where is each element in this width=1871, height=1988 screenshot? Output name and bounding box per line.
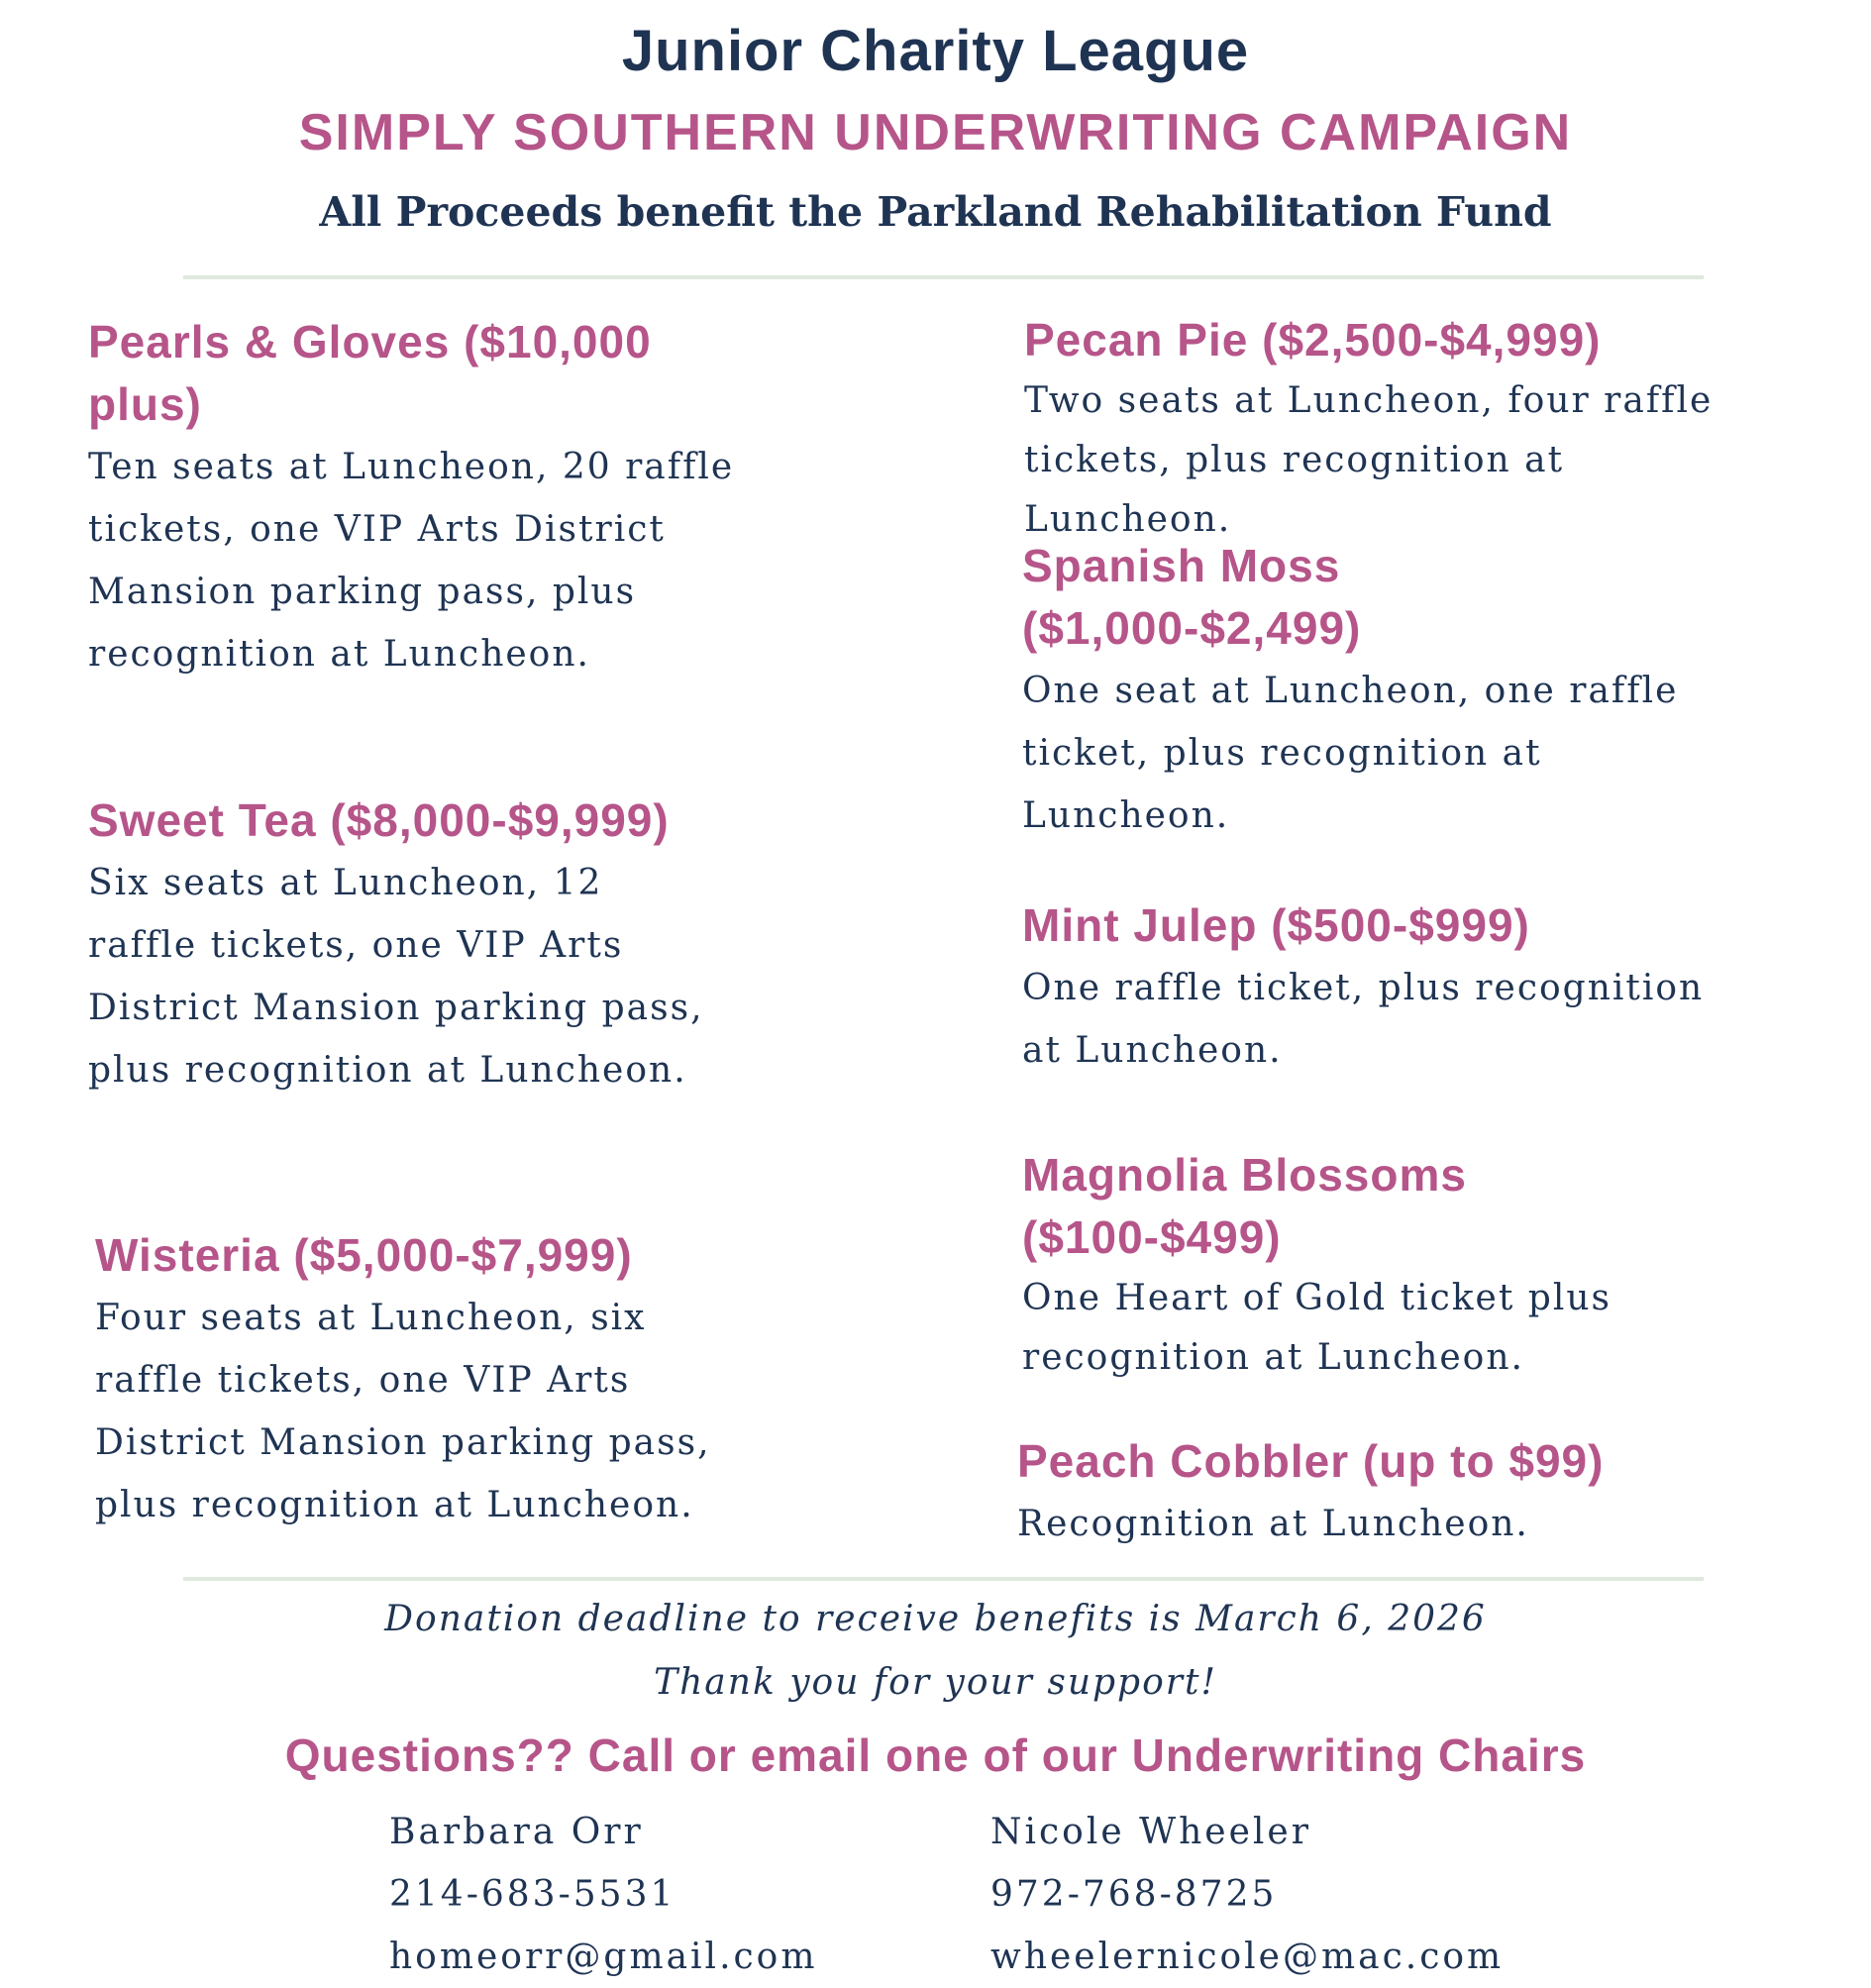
tier-mint-julep bbox=[1022, 894, 1735, 1082]
tier-sweet-tea bbox=[88, 789, 781, 1101]
contact-email-link[interactable]: homeorr@gmail.com bbox=[389, 1936, 818, 1977]
donation-deadline: Donation deadline to receive benefits is March 6, 2026 bbox=[384, 1599, 1487, 1639]
top-divider bbox=[183, 275, 1704, 279]
tier-wisteria bbox=[95, 1224, 788, 1536]
contact-phone-link[interactable]: 972-768-8725 bbox=[990, 1874, 1278, 1915]
tier-spanish-moss bbox=[1022, 535, 1715, 847]
tier-title: Mint Julep ($500-$999) bbox=[1022, 899, 1530, 951]
tier-magnolia-blossoms bbox=[1022, 1144, 1735, 1388]
tier-peach-cobbler bbox=[1017, 1430, 1750, 1555]
tier-title: Peach Cobbler (up to $99) bbox=[1017, 1435, 1605, 1487]
contact-name: Nicole Wheeler bbox=[990, 1812, 1311, 1852]
tier-description: One seat at Luncheon, one raffle ticket, plus recognition at Luncheon. bbox=[1022, 671, 1679, 836]
tier-title: Wisteria ($5,000-$7,999) bbox=[95, 1229, 633, 1281]
tier-pecan-pie bbox=[1024, 309, 1757, 550]
tier-title: Pearls & Gloves ($10,000 plus) bbox=[88, 316, 652, 430]
tier-description: Four seats at Luncheon, six raffle tickets, one VIP Arts District Mansion parking pass, plus recognition at Luncheon. bbox=[95, 1298, 711, 1525]
contact-name: Barbara Orr bbox=[389, 1812, 644, 1852]
bottom-divider bbox=[183, 1577, 1704, 1581]
tier-title: Sweet Tea ($8,000-$9,999) bbox=[88, 794, 670, 846]
tier-title: Magnolia Blossoms ($100-$499) bbox=[1022, 1149, 1467, 1263]
campaign-title: SIMPLY SOUTHERN UNDERWRITING CAMPAIGN bbox=[298, 104, 1573, 161]
contact-email-link[interactable]: wheelernicole@mac.com bbox=[990, 1936, 1505, 1977]
contact-phone-link[interactable]: 214-683-5531 bbox=[389, 1874, 676, 1915]
tier-description: One Heart of Gold ticket plus recognition at Luncheon. bbox=[1022, 1278, 1611, 1378]
proceeds-subtitle: All Proceeds benefit the Parkland Rehabilitation Fund bbox=[319, 188, 1552, 236]
tier-description: One raffle ticket, plus recognition at Luncheon. bbox=[1022, 968, 1705, 1071]
thank-you-note: Thank you for your support! bbox=[654, 1662, 1217, 1703]
organization-title: Junior Charity League bbox=[621, 19, 1250, 83]
contact-barbara-orr bbox=[389, 1801, 817, 1988]
tier-pearls-gloves bbox=[88, 311, 841, 685]
tier-title: Pecan Pie ($2,500-$4,999) bbox=[1024, 314, 1602, 366]
tier-title: Spanish Moss ($1,000-$2,499) bbox=[1022, 540, 1362, 654]
tier-description: Six seats at Luncheon, 12 raffle tickets, one VIP Arts District Mansion parking pass, plus recognition at Luncheon. bbox=[88, 863, 704, 1091]
tier-description: Recognition at Luncheon. bbox=[1017, 1504, 1529, 1544]
tier-description: Two seats at Luncheon, four raffle tickets, plus recognition at Luncheon. bbox=[1024, 380, 1714, 540]
tier-description: Ten seats at Luncheon, 20 raffle tickets, one VIP Arts District Mansion parking pass, plus recognition at Luncheon. bbox=[88, 447, 735, 675]
contact-nicole-wheeler bbox=[990, 1801, 1504, 1988]
questions-heading: Questions?? Call or email one of our Underwriting Chairs bbox=[284, 1729, 1587, 1781]
